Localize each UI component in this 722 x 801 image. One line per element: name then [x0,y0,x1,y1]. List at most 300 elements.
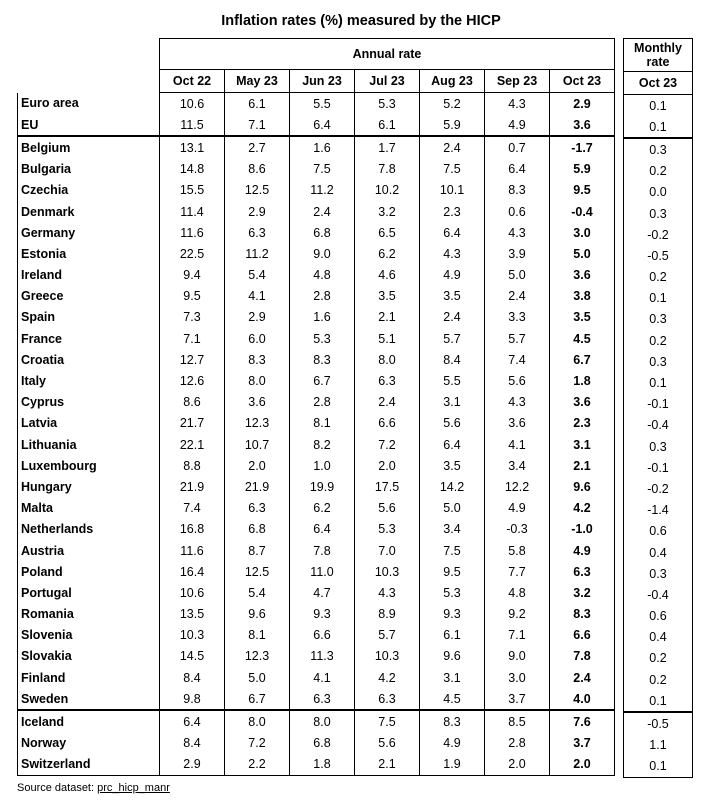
monthly-value: 0.3 [624,138,693,160]
monthly-row [624,500,693,521]
latest-annual-value: 6.7 [550,349,615,370]
country-name: Luxembourg [18,455,160,476]
country-name: Italy [18,370,160,391]
annual-value: 3.9 [485,243,550,264]
latest-annual-value: 3.8 [550,286,615,307]
monthly-row [624,690,693,712]
monthly-row [624,330,693,351]
annual-value: 8.9 [355,604,420,625]
monthly-value: 0.3 [624,436,693,457]
annual-value: 0.7 [485,136,550,158]
monthly-value: 0.0 [624,182,693,203]
annual-value: 7.0 [355,540,420,561]
annual-value: 2.2 [225,754,290,776]
country-name: Germany [18,222,160,243]
column-header: Jul 23 [355,70,420,93]
annual-value: 6.5 [355,222,420,243]
annual-value: 5.6 [485,370,550,391]
latest-annual-value: 3.6 [550,114,615,136]
monthly-value: -0.1 [624,457,693,478]
annual-value: 2.8 [485,733,550,754]
annual-value: 2.3 [420,201,485,222]
monthly-row [624,436,693,457]
monthly-value: -0.5 [624,712,693,734]
annual-value: 6.1 [225,93,290,115]
annual-value: 12.3 [225,646,290,667]
annual-rate-table [17,38,615,776]
annual-value: 12.5 [225,180,290,201]
latest-annual-value: 2.1 [550,455,615,476]
monthly-row [624,394,693,415]
monthly-value: 0.1 [624,116,693,138]
annual-value: 4.3 [355,582,420,603]
annual-value: 12.2 [485,476,550,497]
annual-value: 21.7 [160,413,225,434]
monthly-value: 0.2 [624,669,693,690]
annual-value: 9.3 [290,604,355,625]
table-row [18,455,615,476]
country-name: Latvia [18,413,160,434]
monthly-value: 0.1 [624,372,693,393]
monthly-row [624,712,693,734]
country-name: Netherlands [18,519,160,540]
annual-value: 2.8 [290,286,355,307]
country-name: Slovakia [18,646,160,667]
monthly-value: 0.2 [624,161,693,182]
annual-value: 12.5 [225,561,290,582]
monthly-value: -0.2 [624,224,693,245]
table-row [18,646,615,667]
annual-value: 12.6 [160,370,225,391]
annual-value: 5.6 [355,498,420,519]
monthly-value: 1.1 [624,735,693,756]
annual-value: 2.7 [225,136,290,158]
column-header: Oct 22 [160,70,225,93]
country-name: Romania [18,604,160,625]
annual-value: 7.7 [485,561,550,582]
annual-value: 3.1 [420,392,485,413]
annual-value: 4.9 [420,733,485,754]
monthly-value: 0.2 [624,330,693,351]
annual-value: 2.0 [485,754,550,776]
annual-value: 7.2 [355,434,420,455]
annual-value: 7.5 [355,710,420,732]
latest-annual-value: 5.9 [550,159,615,180]
annual-value: 5.2 [420,93,485,115]
table-row [18,328,615,349]
country-name: Cyprus [18,392,160,413]
annual-value: 8.8 [160,455,225,476]
annual-value: 6.7 [225,688,290,710]
annual-value: 6.7 [290,370,355,391]
annual-value: 11.6 [160,540,225,561]
annual-value: 11.2 [290,180,355,201]
annual-value: 7.1 [485,625,550,646]
annual-value: 6.4 [160,710,225,732]
annual-value: 7.8 [290,540,355,561]
annual-value: 3.5 [420,286,485,307]
annual-value: 8.3 [290,349,355,370]
annual-value: 6.1 [420,625,485,646]
annual-value: 4.8 [290,265,355,286]
country-name: France [18,328,160,349]
country-name: Spain [18,307,160,328]
annual-value: 6.4 [420,434,485,455]
annual-value: 10.1 [420,180,485,201]
annual-value: 8.1 [225,625,290,646]
monthly-value: -0.4 [624,584,693,605]
table-row [18,93,615,115]
annual-value: 5.3 [355,519,420,540]
monthly-row [624,245,693,266]
annual-value: 4.5 [420,688,485,710]
annual-value: 7.3 [160,307,225,328]
annual-value: 7.1 [160,328,225,349]
source-note: Source dataset: prc_hicp_manr [17,782,170,794]
annual-value: 8.3 [485,180,550,201]
annual-value: 1.6 [290,136,355,158]
latest-annual-value: 3.1 [550,434,615,455]
table-row [18,754,615,776]
annual-value: 2.1 [355,754,420,776]
table-row [18,159,615,180]
annual-value: 8.0 [225,370,290,391]
annual-value: 7.2 [225,733,290,754]
annual-value: 10.2 [355,180,420,201]
latest-annual-value: 7.6 [550,710,615,732]
monthly-value: -0.1 [624,394,693,415]
annual-value: 16.8 [160,519,225,540]
annual-value: 13.1 [160,136,225,158]
annual-value: 10.6 [160,582,225,603]
latest-annual-value: 6.6 [550,625,615,646]
country-name: Lithuania [18,434,160,455]
annual-value: 4.3 [485,222,550,243]
country-name: Belgium [18,136,160,158]
annual-value: 5.6 [420,413,485,434]
annual-value: 6.3 [355,688,420,710]
annual-value: 5.4 [225,265,290,286]
annual-value: 6.4 [420,222,485,243]
annual-value: 5.5 [290,93,355,115]
annual-value: 8.6 [225,159,290,180]
annual-value: 9.3 [420,604,485,625]
column-header: Sep 23 [485,70,550,93]
latest-annual-value: 1.8 [550,370,615,391]
column-header: May 23 [225,70,290,93]
annual-value: 9.0 [290,243,355,264]
monthly-row [624,138,693,160]
annual-value: 5.0 [225,667,290,688]
annual-value: 8.3 [420,710,485,732]
annual-value: 9.8 [160,688,225,710]
table-row [18,114,615,136]
annual-value: 2.9 [225,201,290,222]
annual-value: 6.3 [290,688,355,710]
table-row [18,265,615,286]
annual-value: 6.3 [225,222,290,243]
monthly-row [624,267,693,288]
annual-value: 9.5 [420,561,485,582]
annual-value: 8.0 [225,710,290,732]
annual-value: 2.9 [160,754,225,776]
annual-value: 5.3 [355,93,420,115]
annual-value: 1.7 [355,136,420,158]
annual-value: 11.5 [160,114,225,136]
annual-value: 5.3 [290,328,355,349]
country-name: Bulgaria [18,159,160,180]
monthly-value: 0.6 [624,606,693,627]
monthly-row [624,372,693,393]
monthly-value: 0.1 [624,690,693,712]
latest-annual-value: -1.0 [550,519,615,540]
country-name: Czechia [18,180,160,201]
annual-value: 8.5 [485,710,550,732]
country-name: Finland [18,667,160,688]
annual-value: 9.2 [485,604,550,625]
annual-value: 10.7 [225,434,290,455]
monthly-row [624,309,693,330]
monthly-row [624,161,693,182]
annual-value: 9.5 [160,286,225,307]
annual-value: 4.3 [420,243,485,264]
latest-annual-value: 4.9 [550,540,615,561]
annual-value: 10.3 [355,561,420,582]
monthly-row [624,203,693,224]
table-row [18,625,615,646]
latest-annual-value: 8.3 [550,604,615,625]
monthly-row [624,648,693,669]
latest-annual-value: -0.4 [550,201,615,222]
annual-value: 11.2 [225,243,290,264]
annual-value: 21.9 [160,476,225,497]
table-row [18,498,615,519]
monthly-value: 0.6 [624,521,693,542]
table-row [18,136,615,158]
table-row [18,667,615,688]
annual-value: 9.0 [485,646,550,667]
table-title: Inflation rates (%) measured by the HICP [221,13,501,29]
annual-value: 6.3 [225,498,290,519]
monthly-row [624,351,693,372]
country-name: Austria [18,540,160,561]
country-name: Greece [18,286,160,307]
monthly-row [624,478,693,499]
country-name: Hungary [18,476,160,497]
annual-rate-header: Annual rate [160,39,615,70]
latest-annual-value: 3.6 [550,265,615,286]
annual-value: 8.1 [290,413,355,434]
latest-annual-value: 6.3 [550,561,615,582]
annual-value: 5.6 [355,733,420,754]
annual-value: 5.0 [420,498,485,519]
annual-value: 16.4 [160,561,225,582]
monthly-row [624,606,693,627]
monthly-row [624,182,693,203]
annual-value: 7.1 [225,114,290,136]
table-row [18,349,615,370]
annual-value: 7.8 [355,159,420,180]
annual-value: 19.9 [290,476,355,497]
annual-value: 1.6 [290,307,355,328]
monthly-row [624,563,693,584]
monthly-row [624,735,693,756]
annual-value: 17.5 [355,476,420,497]
table-row [18,413,615,434]
monthly-value: 0.3 [624,203,693,224]
annual-value: 5.7 [485,328,550,349]
monthly-row [624,756,693,778]
country-name: Malta [18,498,160,519]
annual-value: 7.5 [420,540,485,561]
annual-value: 8.3 [225,349,290,370]
monthly-value: 0.1 [624,95,693,117]
annual-value: 3.6 [485,413,550,434]
annual-value: 2.4 [420,136,485,158]
table-row [18,434,615,455]
table-row [18,476,615,497]
monthly-row [624,542,693,563]
annual-value: 2.1 [355,307,420,328]
monthly-value: 0.2 [624,648,693,669]
table-row [18,519,615,540]
annual-value: 9.6 [225,604,290,625]
annual-value: 3.5 [355,286,420,307]
table-row [18,733,615,754]
column-header: Oct 23 [550,70,615,93]
annual-value: 4.7 [290,582,355,603]
annual-value: 4.1 [225,286,290,307]
annual-value: 10.3 [160,625,225,646]
annual-value: 14.8 [160,159,225,180]
annual-value: 1.8 [290,754,355,776]
annual-value: 4.9 [485,114,550,136]
annual-value: 8.2 [290,434,355,455]
table-row [18,561,615,582]
monthly-value: -0.5 [624,245,693,266]
annual-value: 3.4 [485,455,550,476]
annual-value: 7.4 [485,349,550,370]
table-row [18,201,615,222]
country-name: Estonia [18,243,160,264]
source-dataset-link[interactable]: prc_hicp_manr [97,782,170,794]
annual-value: 21.9 [225,476,290,497]
annual-value: 3.6 [225,392,290,413]
annual-value: 3.3 [485,307,550,328]
table-row [18,540,615,561]
annual-value: 3.5 [420,455,485,476]
annual-value: 1.9 [420,754,485,776]
table-row [18,180,615,201]
annual-value: 4.3 [485,392,550,413]
monthly-row [624,95,693,117]
annual-value: 11.0 [290,561,355,582]
monthly-value: -1.4 [624,500,693,521]
annual-value: 1.0 [290,455,355,476]
annual-value: 22.1 [160,434,225,455]
annual-value: 8.6 [160,392,225,413]
annual-value: 3.0 [485,667,550,688]
monthly-row [624,224,693,245]
annual-value: 3.2 [355,201,420,222]
annual-value: 10.6 [160,93,225,115]
table-row [18,222,615,243]
monthly-row [624,627,693,648]
country-name: Sweden [18,688,160,710]
annual-value: 5.8 [485,540,550,561]
annual-value: 4.9 [420,265,485,286]
annual-value: 8.4 [420,349,485,370]
annual-value: 4.2 [355,667,420,688]
annual-value: 9.6 [420,646,485,667]
monthly-value: 0.3 [624,563,693,584]
table-row [18,582,615,603]
annual-value: 6.2 [355,243,420,264]
table-row [18,688,615,710]
annual-value: 7.5 [420,159,485,180]
table-row [18,604,615,625]
latest-annual-value: 5.0 [550,243,615,264]
monthly-value: -0.4 [624,415,693,436]
annual-value: 6.4 [485,159,550,180]
annual-value: 2.4 [290,201,355,222]
annual-value: 5.1 [355,328,420,349]
monthly-row [624,116,693,138]
annual-value: 13.5 [160,604,225,625]
latest-annual-value: 3.6 [550,392,615,413]
monthly-value: 0.4 [624,627,693,648]
annual-value: 4.1 [290,667,355,688]
latest-annual-value: 2.3 [550,413,615,434]
monthly-row [624,457,693,478]
table-row [18,710,615,732]
latest-annual-value: -1.7 [550,136,615,158]
monthly-row [624,288,693,309]
monthly-column-header: Oct 23 [624,72,693,95]
latest-annual-value: 7.8 [550,646,615,667]
latest-annual-value: 3.7 [550,733,615,754]
annual-value: 2.4 [485,286,550,307]
latest-annual-value: 3.0 [550,222,615,243]
table-row [18,286,615,307]
annual-value: 22.5 [160,243,225,264]
monthly-row [624,521,693,542]
annual-value: 6.6 [355,413,420,434]
monthly-value: 0.1 [624,288,693,309]
country-name: Croatia [18,349,160,370]
annual-value: 2.8 [290,392,355,413]
latest-annual-value: 2.0 [550,754,615,776]
annual-value: 8.4 [160,733,225,754]
annual-value: 7.4 [160,498,225,519]
annual-value: 6.1 [355,114,420,136]
annual-value: 3.4 [420,519,485,540]
annual-value: 8.0 [355,349,420,370]
country-name: Iceland [18,710,160,732]
column-header: Jun 23 [290,70,355,93]
annual-value: 10.3 [355,646,420,667]
annual-value: 6.3 [355,370,420,391]
annual-value: 8.4 [160,667,225,688]
monthly-value: 0.2 [624,267,693,288]
annual-value: 6.6 [290,625,355,646]
annual-value: 15.5 [160,180,225,201]
annual-value: 2.4 [355,392,420,413]
latest-annual-value: 3.2 [550,582,615,603]
annual-value: 8.7 [225,540,290,561]
latest-annual-value: 4.5 [550,328,615,349]
country-name: Portugal [18,582,160,603]
